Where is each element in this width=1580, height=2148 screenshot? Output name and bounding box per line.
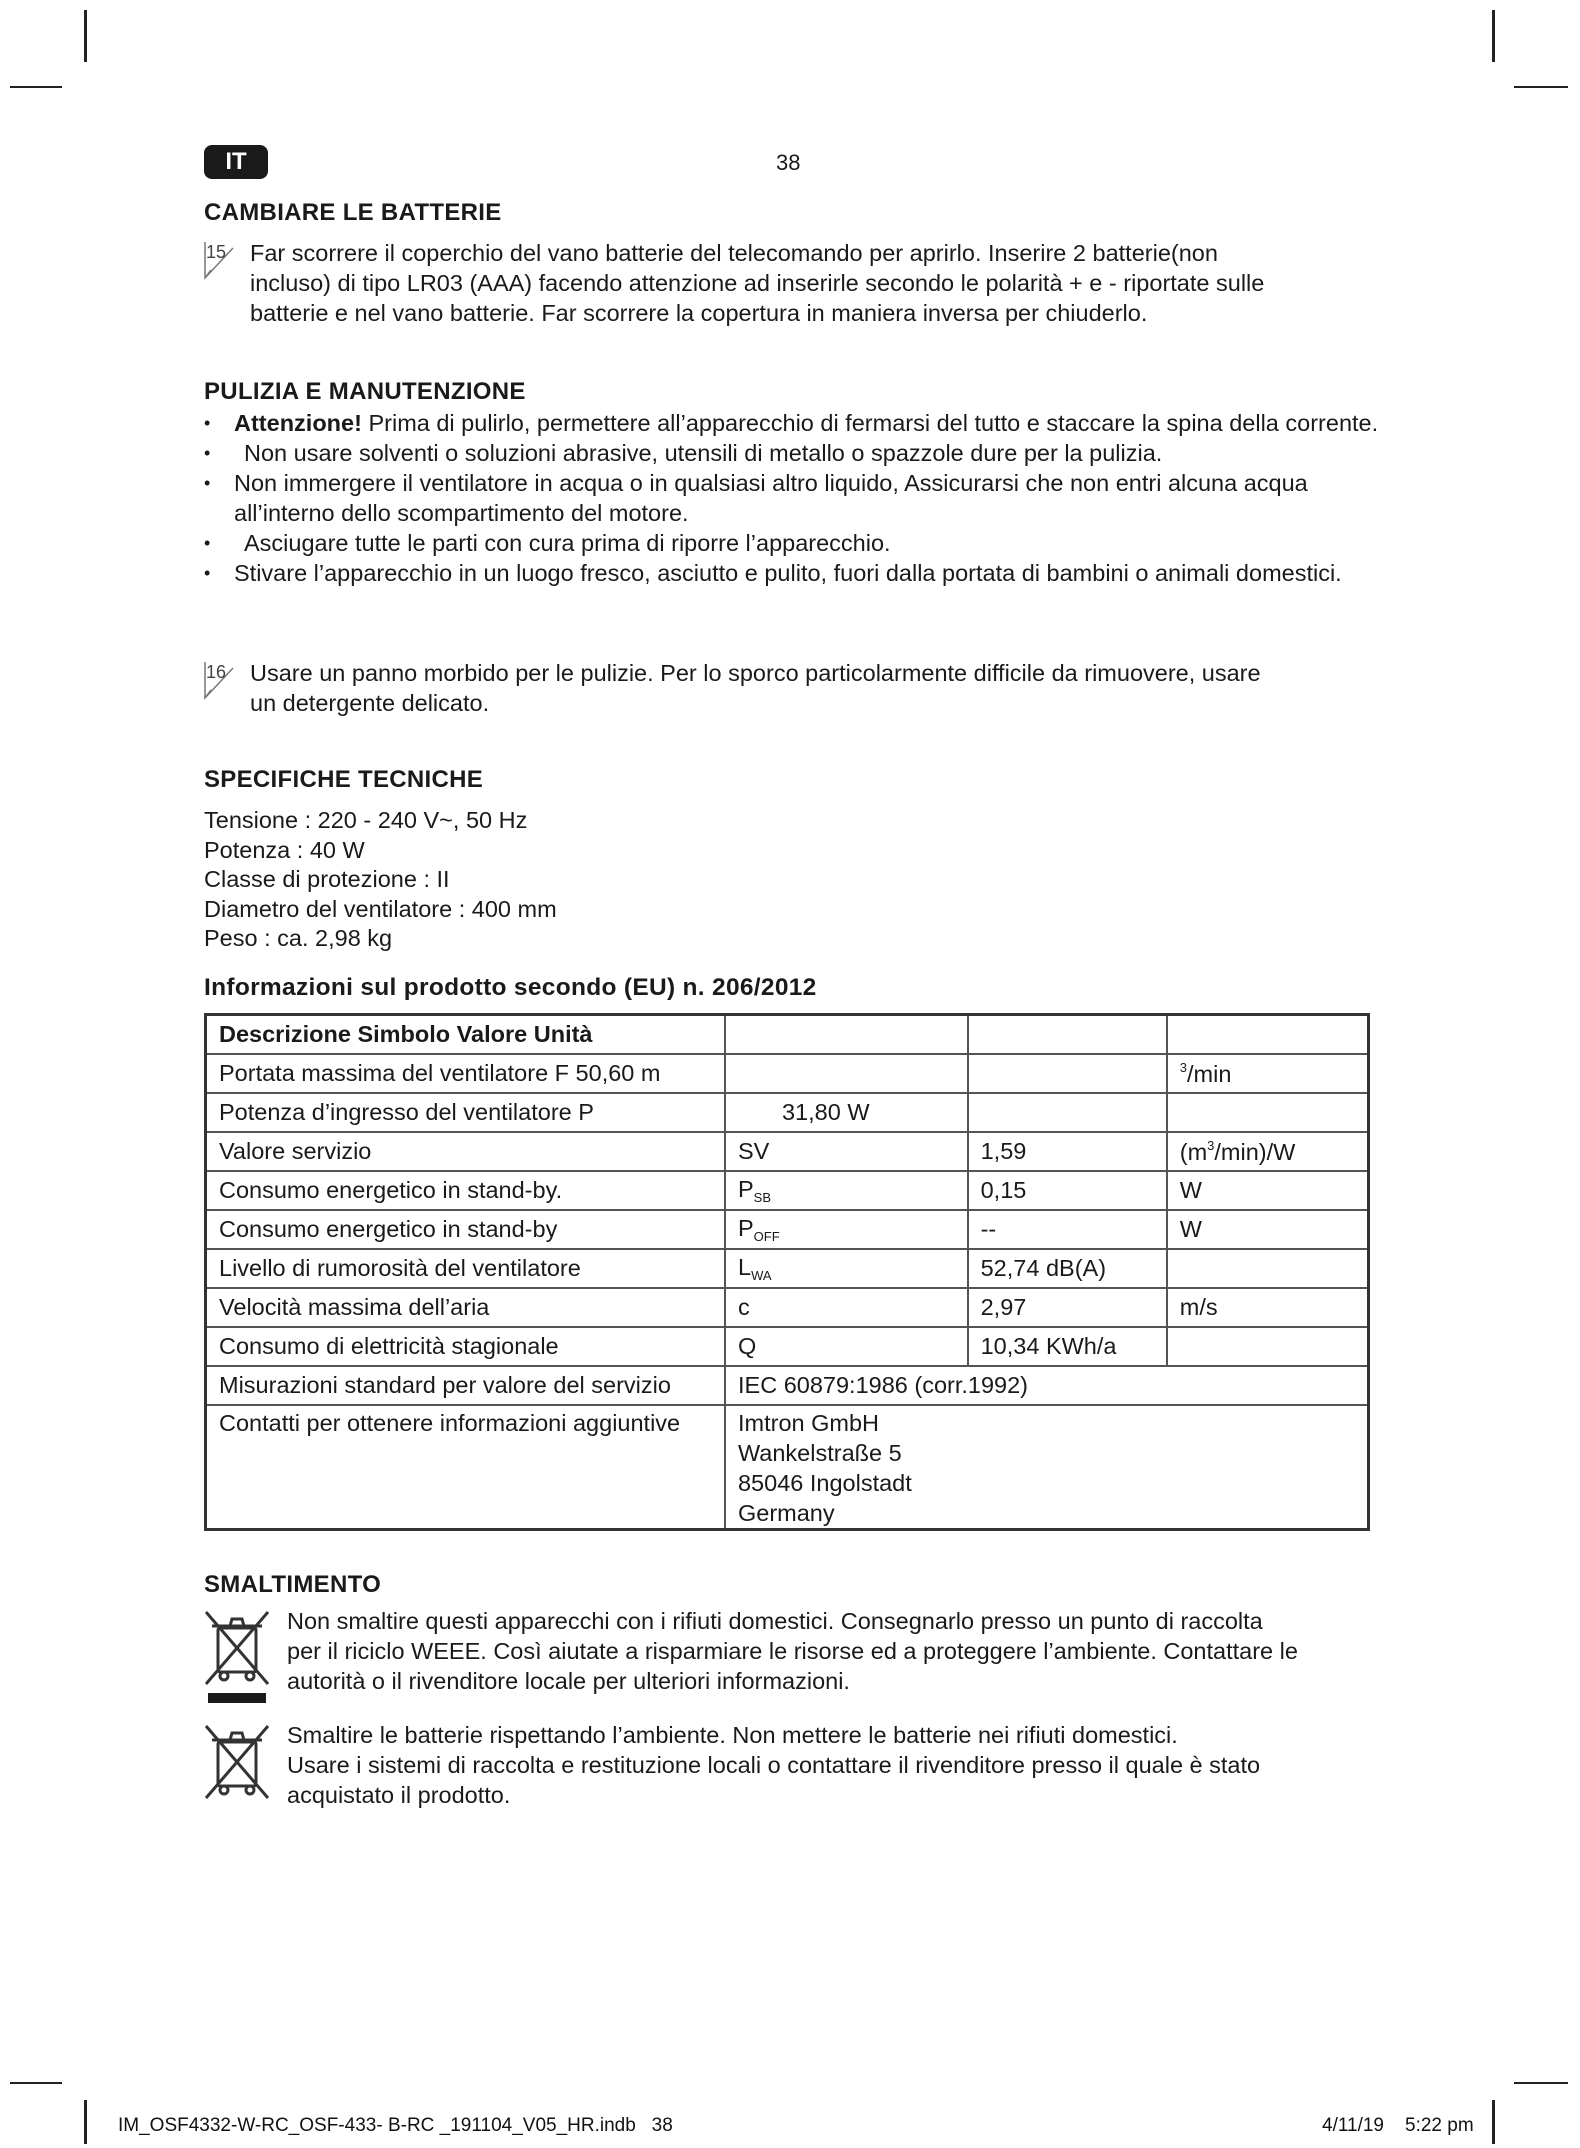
section-title-cleaning: PULIZIA E MANUTENZIONE xyxy=(204,378,526,405)
footer-filename: IM_OSF4332-W-RC_OSF-433- B-RC _191104_V05_HR.indb 38 xyxy=(118,2115,673,2136)
table-row: Misurazioni standard per valore del servizio IEC 60879:1986 (corr.1992) xyxy=(206,1366,1369,1405)
battery-disposal-icon xyxy=(202,1722,274,1804)
section-title-disposal: SMALTIMENTO xyxy=(204,1571,382,1598)
disposal-para2-line3: acquistato il prodotto. xyxy=(287,1782,511,1808)
table-header-row: Descrizione Simbolo Valore Unità xyxy=(206,1015,1369,1055)
crop-mark xyxy=(84,10,87,62)
table-title: Informazioni sul prodotto secondo (EU) n. 206/2012 xyxy=(204,974,817,1001)
crop-mark xyxy=(1514,86,1568,88)
section-title-batteries: CAMBIARE LE BATTERIE xyxy=(204,199,502,226)
cleaning-step-line-2: un detergente delicato. xyxy=(250,690,490,716)
table-row: Consumo di elettricità stagionale Q 10,34 KWh/a xyxy=(206,1327,1369,1366)
list-item: • Stivare l’apparecchio in un luogo fresco, asciutto e pulito, fuori dalla portata di bambini o animali domestici. xyxy=(204,558,1384,588)
crop-mark xyxy=(1492,10,1495,62)
crop-mark xyxy=(1514,2082,1568,2084)
battery-line-3: batterie e nel vano batterie. Far scorrere la copertura in maniera inversa per chiuderlo. xyxy=(250,300,1148,326)
table-row: Portata massima del ventilatore F 50,60 m $^3$/min xyxy=(206,1054,1369,1093)
list-item: • Non usare solventi o soluzioni abrasive, utensili di metallo o spazzole dure per la pulizia. xyxy=(204,438,1384,468)
disposal-para2-line1: Smaltire le batterie rispettando l’ambiente. Non mettere le batterie nei rifiuti domestici. xyxy=(287,1722,1178,1748)
disposal-para2-line2: Usare i sistemi di raccolta e restituzione locali o contattare il rivenditore presso il quale è stato xyxy=(287,1752,1261,1778)
list-item: • Attenzione! Prima di pulirlo, permettere all’apparecchio di fermarsi del tutto e staccare la spina della corrente. xyxy=(204,408,1384,438)
spec-power: Potenza : 40 W xyxy=(204,836,365,863)
footer-date: 4/11/19 xyxy=(1322,2115,1384,2136)
spec-protection-class: Classe di protezione : II xyxy=(204,866,450,892)
footer-time: 5:22 pm xyxy=(1405,2115,1474,2136)
step-number-16: 16 xyxy=(203,660,243,700)
battery-line-2: incluso) di tipo LR03 (AAA) facendo attenzione ad inserirle secondo le polarità + e - riportate sulle xyxy=(250,270,1265,296)
contact-address: Imtron GmbH Wankelstraße 5 85046 Ingolstadt Germany xyxy=(725,1405,1369,1530)
table-row: Consumo energetico in stand-by. $P_{SB}$ 0,15 W xyxy=(206,1171,1369,1210)
table-row: Consumo energetico in stand-by $P_{OFF}$ -- W xyxy=(206,1210,1369,1249)
disposal-para1-line3: autorità o il rivenditore locale per ulteriori informazioni. xyxy=(287,1668,850,1694)
table-row: Valore servizio SV 1,59 $(m^3/\min)/W$ xyxy=(206,1132,1369,1171)
page-number: 38 xyxy=(776,150,801,175)
product-info-table xyxy=(204,1013,1370,1531)
table-row: Livello di rumorosità del ventilatore $L_{WA}$ 52,74 dB(A) xyxy=(206,1249,1369,1288)
list-item: • Non immergere il ventilatore in acqua o in qualsiasi altro liquido, Assicurarsi che non entri alcuna acqua all’interno dello scompartimento del motore. xyxy=(204,468,1384,528)
battery-line-1: Far scorrere il coperchio del vano batterie del telecomando per aprirlo. Inserire 2 batterie(non xyxy=(250,240,1218,266)
section-title-specs: SPECIFICHE TECNICHE xyxy=(204,766,484,793)
cleaning-bullet-list xyxy=(204,408,1384,588)
crop-mark xyxy=(84,2100,87,2144)
list-item: • Asciugare tutte le parti con cura prima di riporre l’apparecchio. xyxy=(204,528,1384,558)
spec-fan-diameter: Diametro del ventilatore : 400 mm xyxy=(204,895,557,922)
table-row: Potenza d’ingresso del ventilatore P 31,80 W xyxy=(206,1093,1369,1132)
crop-mark xyxy=(10,86,62,88)
table-row: Velocità massima dell’aria c 2,97 m/s xyxy=(206,1288,1369,1327)
disposal-para1-line2: per il riciclo WEEE. Così aiutate a risparmiare le risorse ed a proteggere l’ambiente. Contattare le xyxy=(287,1638,1298,1664)
table-row: Contatti per ottenere informazioni aggiuntive Imtron GmbH Wankelstraße 5 85046 Ingolstadt Germany xyxy=(206,1405,1369,1530)
spec-voltage: Tensione : 220 - 240 V~, 50 Hz xyxy=(204,807,528,833)
spec-list xyxy=(204,806,557,954)
language-badge: IT xyxy=(204,145,268,179)
weee-bin-icon xyxy=(202,1608,274,1708)
spec-weight: Peso : ca. 2,98 kg xyxy=(204,925,393,951)
step-number-15: 15 xyxy=(203,240,243,280)
disposal-para1-line1: Non smaltire questi apparecchi con i rifiuti domestici. Consegnarlo presso un punto di raccolta xyxy=(287,1608,1263,1634)
crop-mark xyxy=(10,2082,62,2084)
cleaning-step-line-1: Usare un panno morbido per le pulizie. Per lo sporco particolarmente difficile da rimuovere, usare xyxy=(250,660,1261,686)
crop-mark xyxy=(1492,2100,1495,2144)
